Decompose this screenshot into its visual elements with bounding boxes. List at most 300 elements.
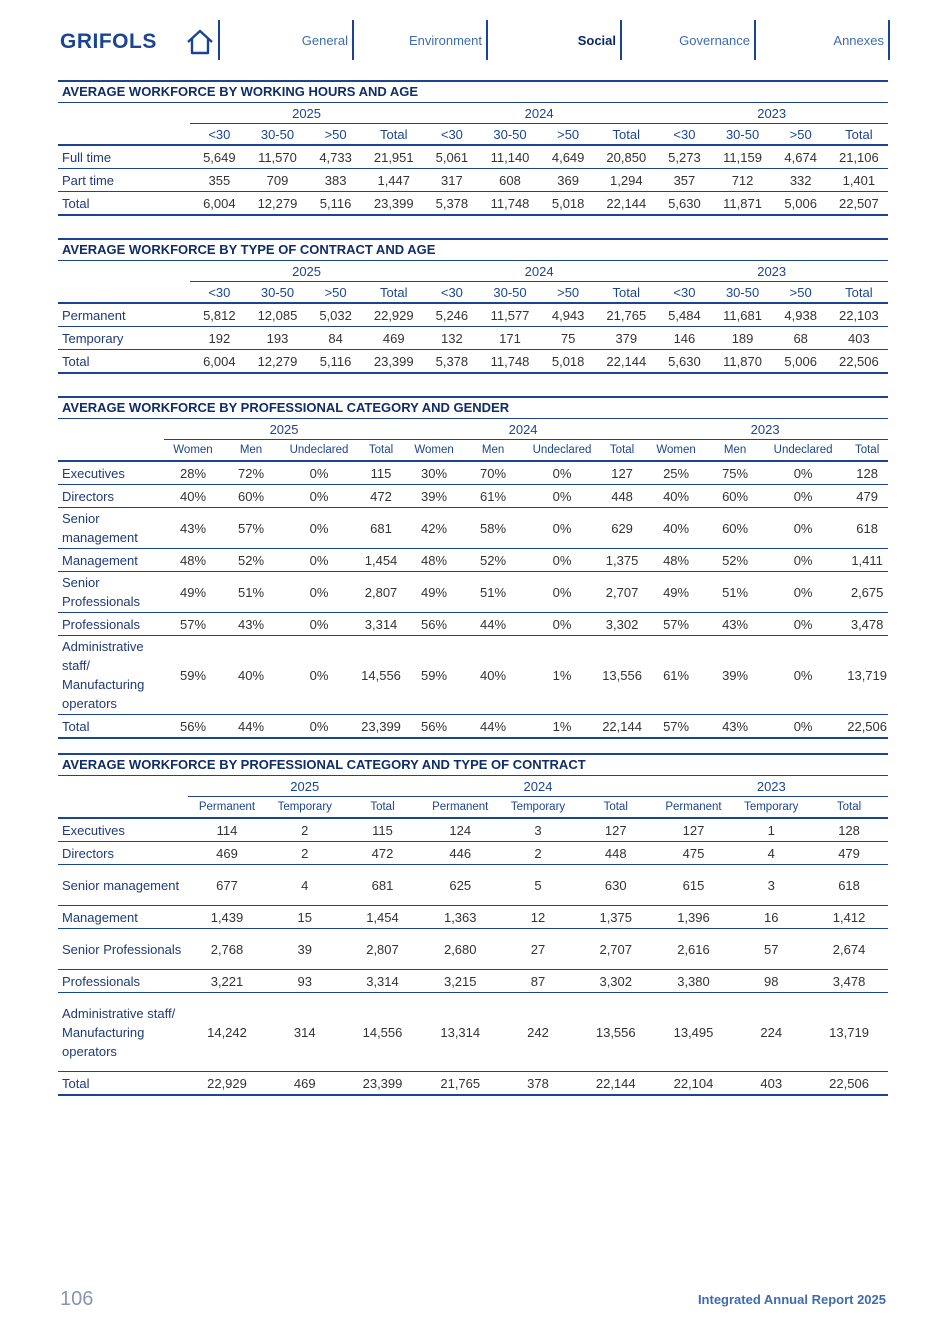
table-row bbox=[58, 993, 888, 1072]
row-label: Directors bbox=[58, 842, 188, 865]
column-header: 30-50 bbox=[714, 124, 772, 146]
column-header: Permanent bbox=[188, 797, 266, 819]
row-label: Senior management bbox=[58, 865, 188, 906]
nav-general[interactable]: General bbox=[222, 20, 354, 60]
year-header: 2025 bbox=[190, 103, 423, 124]
row-label: Directors bbox=[58, 485, 164, 508]
table-cell: 11,577 bbox=[481, 303, 539, 327]
table-cell: 5 bbox=[499, 865, 577, 906]
table-cell: 59% bbox=[164, 636, 222, 715]
table-cell: 1,396 bbox=[655, 906, 733, 929]
table-cell: 23,399 bbox=[344, 1072, 422, 1096]
table-cell: 630 bbox=[577, 865, 655, 906]
column-header: Men bbox=[710, 440, 760, 462]
table-cell: 22,144 bbox=[597, 350, 655, 374]
table-row bbox=[58, 906, 888, 929]
column-header: <30 bbox=[190, 282, 248, 304]
table-cell: 22,506 bbox=[830, 350, 888, 374]
table-cell: 12,085 bbox=[248, 303, 306, 327]
table-cell: 49% bbox=[404, 572, 464, 613]
table-cell: 12 bbox=[499, 906, 577, 929]
row-label: Senior Professionals bbox=[58, 929, 188, 970]
table-cell: 5,246 bbox=[423, 303, 481, 327]
table-cell: 11,871 bbox=[714, 192, 772, 216]
table-row bbox=[58, 461, 888, 485]
table-cell: 681 bbox=[344, 865, 422, 906]
table-cell: 5,061 bbox=[423, 145, 481, 169]
table-cell: 60% bbox=[222, 485, 280, 508]
table-cell: 57% bbox=[164, 613, 222, 636]
table-cell: 127 bbox=[602, 461, 642, 485]
table-cell: 615 bbox=[655, 865, 733, 906]
column-header: >50 bbox=[307, 282, 365, 304]
column-header: Total bbox=[577, 797, 655, 819]
table-title: AVERAGE WORKFORCE BY PROFESSIONAL CATEGORY AND TYPE OF CONTRACT bbox=[58, 753, 888, 776]
column-header: 30-50 bbox=[481, 124, 539, 146]
table-cell: 629 bbox=[602, 508, 642, 549]
table-cell: 23,399 bbox=[358, 715, 404, 739]
table-cell: 127 bbox=[655, 818, 733, 842]
table-cell: 128 bbox=[846, 461, 888, 485]
table-cell: 0% bbox=[760, 508, 846, 549]
column-header: <30 bbox=[423, 124, 481, 146]
table-cell: 2,616 bbox=[655, 929, 733, 970]
table-cell: 22,104 bbox=[655, 1072, 733, 1096]
table-cell: 11,140 bbox=[481, 145, 539, 169]
column-header: 30-50 bbox=[481, 282, 539, 304]
table-cell: 2 bbox=[266, 818, 344, 842]
table-cell: 3,314 bbox=[344, 970, 422, 993]
table-cell: 403 bbox=[830, 327, 888, 350]
table-cell: 56% bbox=[404, 715, 464, 739]
table-cell: 22,103 bbox=[830, 303, 888, 327]
table-cell: 43% bbox=[164, 508, 222, 549]
column-header: Total bbox=[597, 282, 655, 304]
table-cell: 39% bbox=[710, 636, 760, 715]
table-cell: 0% bbox=[760, 485, 846, 508]
year-header: 2025 bbox=[164, 419, 404, 440]
table-cell: 21,765 bbox=[421, 1072, 499, 1096]
table-cell: 0% bbox=[522, 508, 602, 549]
table-cell: 43% bbox=[222, 613, 280, 636]
table-cell: 23,399 bbox=[365, 350, 423, 374]
row-label: Administrative staff/ Manufacturing operators bbox=[58, 993, 188, 1072]
table-cell: 114 bbox=[188, 818, 266, 842]
column-header: Total bbox=[358, 440, 404, 462]
table-cell: 1,363 bbox=[421, 906, 499, 929]
table-cell: 0% bbox=[522, 613, 602, 636]
table-cell: 13,719 bbox=[846, 636, 888, 715]
table-cell: 0% bbox=[522, 572, 602, 613]
table-row bbox=[58, 303, 888, 327]
table-cell: 60% bbox=[710, 485, 760, 508]
row-label: Total bbox=[58, 715, 164, 739]
nav-governance[interactable]: Governance bbox=[622, 20, 756, 60]
table-cell: 57 bbox=[732, 929, 810, 970]
column-header: Total bbox=[810, 797, 888, 819]
table-cell: 11,870 bbox=[714, 350, 772, 374]
table-cell: 52% bbox=[464, 549, 522, 572]
table-cell: 6,004 bbox=[190, 350, 248, 374]
table-cell: 1,412 bbox=[810, 906, 888, 929]
table-cell: 11,159 bbox=[714, 145, 772, 169]
column-header: Men bbox=[464, 440, 522, 462]
table-cell: 84 bbox=[307, 327, 365, 350]
year-header: 2023 bbox=[655, 261, 888, 282]
table-cell: 2,768 bbox=[188, 929, 266, 970]
table-cell: 0% bbox=[280, 508, 358, 549]
table-cell: 115 bbox=[344, 818, 422, 842]
table-cell: 5,630 bbox=[655, 192, 713, 216]
table-cell: 224 bbox=[732, 993, 810, 1072]
table-cell: 68 bbox=[772, 327, 830, 350]
row-label: Professionals bbox=[58, 970, 188, 993]
table-row bbox=[58, 350, 888, 374]
table-cell: 22,506 bbox=[810, 1072, 888, 1096]
table-cell: 12,279 bbox=[248, 192, 306, 216]
table-cell: 4 bbox=[732, 842, 810, 865]
table-cell: 43% bbox=[710, 613, 760, 636]
column-header: <30 bbox=[655, 124, 713, 146]
table-cell: 61% bbox=[464, 485, 522, 508]
year-header: 2023 bbox=[655, 776, 888, 797]
nav-environment[interactable]: Environment bbox=[354, 20, 488, 60]
table-cell: 40% bbox=[642, 485, 710, 508]
table-cell: 332 bbox=[772, 169, 830, 192]
table-cell: 44% bbox=[464, 715, 522, 739]
table-cell: 475 bbox=[655, 842, 733, 865]
table-cell: 58% bbox=[464, 508, 522, 549]
table-cell: 39 bbox=[266, 929, 344, 970]
nav-social[interactable]: Social bbox=[488, 20, 622, 60]
table-cell: 40% bbox=[164, 485, 222, 508]
table-cell: 75% bbox=[710, 461, 760, 485]
table-cell: 0% bbox=[280, 549, 358, 572]
column-header: <30 bbox=[423, 282, 481, 304]
table-row bbox=[58, 572, 888, 613]
table-cell: 22,929 bbox=[188, 1072, 266, 1096]
row-label: Part time bbox=[58, 169, 190, 192]
table-cell: 40% bbox=[464, 636, 522, 715]
column-header: Total bbox=[365, 124, 423, 146]
table-cell: 5,006 bbox=[772, 192, 830, 216]
table-cell: 2,807 bbox=[344, 929, 422, 970]
table-cell: 22,506 bbox=[846, 715, 888, 739]
column-header: >50 bbox=[307, 124, 365, 146]
table-cell: 16 bbox=[732, 906, 810, 929]
column-header: Women bbox=[404, 440, 464, 462]
table-row bbox=[58, 485, 888, 508]
table-cell: 378 bbox=[499, 1072, 577, 1096]
column-header: Total bbox=[597, 124, 655, 146]
table-cell: 57% bbox=[642, 715, 710, 739]
table-row bbox=[58, 508, 888, 549]
table-cell: 1,294 bbox=[597, 169, 655, 192]
table-cell: 0% bbox=[760, 549, 846, 572]
table-cell: 12,279 bbox=[248, 350, 306, 374]
table-cell: 13,556 bbox=[602, 636, 642, 715]
table-cell: 51% bbox=[464, 572, 522, 613]
table-cell: 87 bbox=[499, 970, 577, 993]
table-cell: 5,018 bbox=[539, 350, 597, 374]
column-header: >50 bbox=[539, 282, 597, 304]
table-cell: 22,144 bbox=[577, 1072, 655, 1096]
table-cell: 3,302 bbox=[602, 613, 642, 636]
table-row bbox=[58, 327, 888, 350]
table-cell: 2,807 bbox=[358, 572, 404, 613]
year-header: 2025 bbox=[188, 776, 421, 797]
table-cell: 57% bbox=[222, 508, 280, 549]
column-header: 30-50 bbox=[248, 124, 306, 146]
table-cell: 3,478 bbox=[810, 970, 888, 993]
year-header: 2023 bbox=[642, 419, 888, 440]
table-cell: 0% bbox=[760, 613, 846, 636]
table-cell: 171 bbox=[481, 327, 539, 350]
row-label: Permanent bbox=[58, 303, 190, 327]
column-header: Undeclared bbox=[522, 440, 602, 462]
table-cell: 5,649 bbox=[190, 145, 248, 169]
row-label: Total bbox=[58, 350, 190, 374]
table-row bbox=[58, 865, 888, 906]
table-cell: 189 bbox=[714, 327, 772, 350]
table-row bbox=[58, 613, 888, 636]
table-row bbox=[58, 1072, 888, 1096]
table-cell: 3,215 bbox=[421, 970, 499, 993]
table-cell: 314 bbox=[266, 993, 344, 1072]
table-cell: 618 bbox=[846, 508, 888, 549]
table-row bbox=[58, 842, 888, 865]
table-cell: 5,378 bbox=[423, 192, 481, 216]
table-cell: 3,478 bbox=[846, 613, 888, 636]
table-cell: 49% bbox=[164, 572, 222, 613]
row-label: Administrative staff/ Manufacturing operators bbox=[58, 636, 164, 715]
column-header: Permanent bbox=[421, 797, 499, 819]
table-cell: 479 bbox=[810, 842, 888, 865]
column-header: Total bbox=[365, 282, 423, 304]
table-cell: 0% bbox=[760, 715, 846, 739]
table-cell: 3,380 bbox=[655, 970, 733, 993]
year-header: 2025 bbox=[190, 261, 423, 282]
table-cell: 677 bbox=[188, 865, 266, 906]
column-header: >50 bbox=[539, 124, 597, 146]
grifols-logo[interactable]: GRIFOLS bbox=[60, 30, 157, 53]
table-cell: 11,748 bbox=[481, 350, 539, 374]
table-cell: 5,378 bbox=[423, 350, 481, 374]
table-cell: 5,484 bbox=[655, 303, 713, 327]
table-cell: 22,507 bbox=[830, 192, 888, 216]
row-label: Executives bbox=[58, 818, 188, 842]
table-cell: 3,302 bbox=[577, 970, 655, 993]
table-cell: 317 bbox=[423, 169, 481, 192]
table-cell: 21,106 bbox=[830, 145, 888, 169]
table-cell: 355 bbox=[190, 169, 248, 192]
year-header: 2023 bbox=[655, 103, 888, 124]
table-cell: 57% bbox=[642, 613, 710, 636]
column-header: 30-50 bbox=[714, 282, 772, 304]
table-cell: 43% bbox=[710, 715, 760, 739]
column-header: Total bbox=[846, 440, 888, 462]
table-cell: 52% bbox=[710, 549, 760, 572]
table-cell: 48% bbox=[164, 549, 222, 572]
table-row bbox=[58, 715, 888, 739]
table-title: AVERAGE WORKFORCE BY TYPE OF CONTRACT AND AGE bbox=[58, 238, 888, 261]
table-cell: 5,018 bbox=[539, 192, 597, 216]
table-cell: 14,242 bbox=[188, 993, 266, 1072]
table-cell: 712 bbox=[714, 169, 772, 192]
table-cell: 14,556 bbox=[358, 636, 404, 715]
table-cell: 6,004 bbox=[190, 192, 248, 216]
table-cell: 13,495 bbox=[655, 993, 733, 1072]
table-cell: 193 bbox=[248, 327, 306, 350]
table-cell: 0% bbox=[280, 613, 358, 636]
table-cell: 0% bbox=[280, 485, 358, 508]
table-cell: 403 bbox=[732, 1072, 810, 1096]
table-cell: 1,439 bbox=[188, 906, 266, 929]
table-cell: 28% bbox=[164, 461, 222, 485]
table-cell: 13,556 bbox=[577, 993, 655, 1072]
table-cell: 22,144 bbox=[602, 715, 642, 739]
table-cell: 242 bbox=[499, 993, 577, 1072]
table-row bbox=[58, 549, 888, 572]
table-cell: 681 bbox=[358, 508, 404, 549]
table-cell: 27 bbox=[499, 929, 577, 970]
table-cell: 11,748 bbox=[481, 192, 539, 216]
column-header: Temporary bbox=[732, 797, 810, 819]
table-cell: 0% bbox=[760, 461, 846, 485]
table-cell: 0% bbox=[280, 715, 358, 739]
table-cell: 4,938 bbox=[772, 303, 830, 327]
column-header: Undeclared bbox=[280, 440, 358, 462]
table-cell: 1,454 bbox=[344, 906, 422, 929]
table-category-gender bbox=[58, 396, 888, 739]
table-cell: 469 bbox=[365, 327, 423, 350]
table-cell: 1,401 bbox=[830, 169, 888, 192]
column-header: Men bbox=[222, 440, 280, 462]
table-cell: 21,765 bbox=[597, 303, 655, 327]
report-title: Integrated Annual Report 2025 bbox=[697, 1292, 886, 1307]
table-cell: 0% bbox=[280, 572, 358, 613]
table-cell: 3 bbox=[499, 818, 577, 842]
column-header: >50 bbox=[772, 124, 830, 146]
table-cell: 0% bbox=[760, 636, 846, 715]
column-header: Temporary bbox=[266, 797, 344, 819]
table-cell: 1,375 bbox=[602, 549, 642, 572]
table-cell: 608 bbox=[481, 169, 539, 192]
table-cell: 1% bbox=[522, 715, 602, 739]
nav-divider bbox=[218, 20, 220, 60]
column-header: Women bbox=[642, 440, 710, 462]
table-cell: 479 bbox=[846, 485, 888, 508]
row-label: Total bbox=[58, 192, 190, 216]
table-cell: 56% bbox=[404, 613, 464, 636]
nav-annexes[interactable]: Annexes bbox=[756, 20, 890, 60]
table-cell: 44% bbox=[464, 613, 522, 636]
table-cell: 48% bbox=[642, 549, 710, 572]
table-cell: 5,116 bbox=[307, 350, 365, 374]
table-cell: 1,454 bbox=[358, 549, 404, 572]
table-cell: 5,032 bbox=[307, 303, 365, 327]
table-cell: 23,399 bbox=[365, 192, 423, 216]
table-cell: 1 bbox=[732, 818, 810, 842]
table-cell: 618 bbox=[810, 865, 888, 906]
table-cell: 127 bbox=[577, 818, 655, 842]
table-row bbox=[58, 970, 888, 993]
row-label: Senior Professionals bbox=[58, 572, 164, 613]
table-cell: 192 bbox=[190, 327, 248, 350]
table-cell: 59% bbox=[404, 636, 464, 715]
column-header: Undeclared bbox=[760, 440, 846, 462]
table-cell: 4 bbox=[266, 865, 344, 906]
column-header: >50 bbox=[772, 282, 830, 304]
table-cell: 30% bbox=[404, 461, 464, 485]
row-label: Management bbox=[58, 549, 164, 572]
table-cell: 93 bbox=[266, 970, 344, 993]
year-header: 2024 bbox=[423, 103, 656, 124]
table-cell: 446 bbox=[421, 842, 499, 865]
table-cell: 0% bbox=[280, 461, 358, 485]
row-label: Total bbox=[58, 1072, 188, 1096]
table-cell: 42% bbox=[404, 508, 464, 549]
table-cell: 14,556 bbox=[344, 993, 422, 1072]
table-cell: 3,221 bbox=[188, 970, 266, 993]
table-cell: 469 bbox=[266, 1072, 344, 1096]
column-header: <30 bbox=[655, 282, 713, 304]
column-header: Women bbox=[164, 440, 222, 462]
table-cell: 25% bbox=[642, 461, 710, 485]
table-cell: 469 bbox=[188, 842, 266, 865]
table-cell: 61% bbox=[642, 636, 710, 715]
row-label: Full time bbox=[58, 145, 190, 169]
table-cell: 13,314 bbox=[421, 993, 499, 1072]
table-cell: 5,812 bbox=[190, 303, 248, 327]
table-cell: 379 bbox=[597, 327, 655, 350]
table-cell: 0% bbox=[522, 485, 602, 508]
year-header: 2024 bbox=[404, 419, 642, 440]
table-cell: 0% bbox=[760, 572, 846, 613]
column-header: Temporary bbox=[499, 797, 577, 819]
table-cell: 369 bbox=[539, 169, 597, 192]
table-cell: 448 bbox=[577, 842, 655, 865]
table-cell: 0% bbox=[280, 636, 358, 715]
table-cell: 72% bbox=[222, 461, 280, 485]
table-cell: 5,006 bbox=[772, 350, 830, 374]
table-cell: 52% bbox=[222, 549, 280, 572]
table-cell: 49% bbox=[642, 572, 710, 613]
table-cell: 11,570 bbox=[248, 145, 306, 169]
table-cell: 2 bbox=[499, 842, 577, 865]
table-cell: 472 bbox=[358, 485, 404, 508]
table-cell: 132 bbox=[423, 327, 481, 350]
table-cell: 39% bbox=[404, 485, 464, 508]
table-cell: 2,707 bbox=[602, 572, 642, 613]
table-cell: 625 bbox=[421, 865, 499, 906]
table-cell: 4,733 bbox=[307, 145, 365, 169]
table-cell: 40% bbox=[222, 636, 280, 715]
table-cell: 1,447 bbox=[365, 169, 423, 192]
table-cell: 5,116 bbox=[307, 192, 365, 216]
year-header: 2024 bbox=[421, 776, 654, 797]
table-cell: 40% bbox=[642, 508, 710, 549]
table-cell: 5,273 bbox=[655, 145, 713, 169]
table-cell: 0% bbox=[522, 461, 602, 485]
table-cell: 56% bbox=[164, 715, 222, 739]
home-icon[interactable] bbox=[185, 28, 215, 56]
table-cell: 3,314 bbox=[358, 613, 404, 636]
table-cell: 44% bbox=[222, 715, 280, 739]
table-cell: 2,680 bbox=[421, 929, 499, 970]
row-label: Professionals bbox=[58, 613, 164, 636]
table-contract-age bbox=[58, 238, 888, 374]
